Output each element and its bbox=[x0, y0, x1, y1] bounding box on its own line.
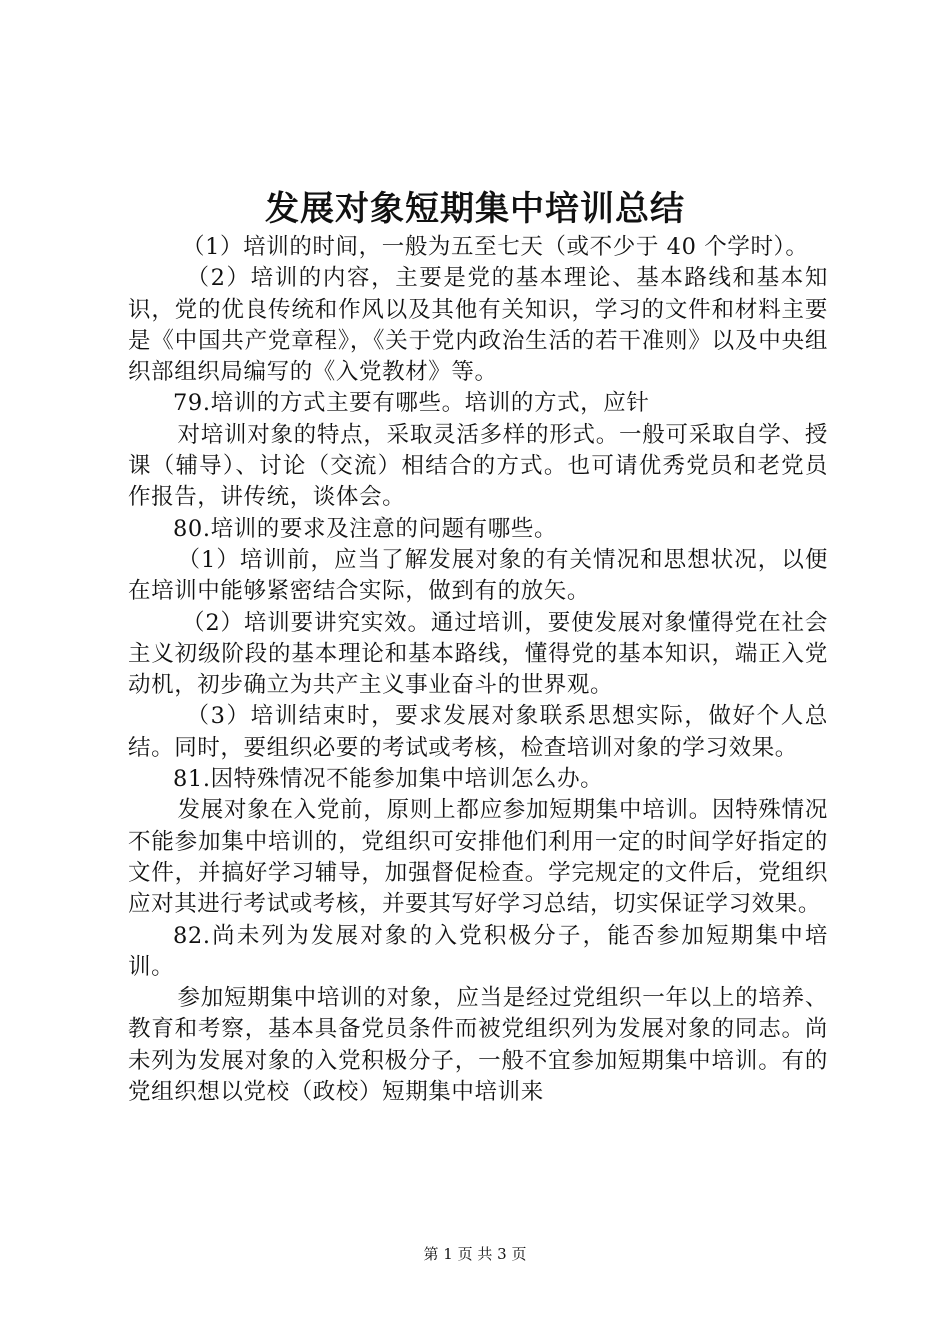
paragraph-q81-heading: 81.因特殊情况不能参加集中培训怎么办。 bbox=[173, 766, 604, 793]
paragraph-q80-heading: 80.培训的要求及注意的问题有哪些。 bbox=[173, 515, 558, 542]
document-body bbox=[128, 232, 828, 1108]
paragraph-q80-item-3: （3）培训结束时，要求发展对象联系思想实际，做好个人总结。同时，要组织必要的考试或考核，检查培训对象的学习效果。 bbox=[128, 703, 828, 761]
paragraph-q79-answer: 对培训对象的特点，采取灵活多样的形式。一般可采取自学、授课（辅导）、讨论（交流）相结合的方式。也可请优秀党员和老党员作报告，讲传统，谈体会。 bbox=[128, 421, 828, 511]
paragraph-q82-heading: 82.尚未列为发展对象的入党积极分子，能否参加短期集中培训。 bbox=[128, 922, 828, 980]
paragraph-q79-heading: 79.培训的方式主要有哪些。培训的方式，应针 bbox=[173, 390, 650, 417]
paragraph-q82-answer: 参加短期集中培训的对象，应当是经过党组织一年以上的培养、教育和考察，基本具备党员条件而被党组织列为发展对象的同志。尚未列为发展对象的入党积极分子，一般不宜参加短期集中培训。有的党组织想以党校（政校）短期集中培训来 bbox=[128, 985, 828, 1106]
paragraph-q80-item-2: （2）培训要讲究实效。通过培训，要使发展对象懂得党在社会主义初级阶段的基本理论和基本路线，懂得党的基本知识，端正入党动机，初步确立为共产主义事业奋斗的世界观。 bbox=[128, 609, 828, 699]
paragraph-training-time: （1）培训的时间，一般为五至七天（或不少于 40 个学时）。 bbox=[182, 234, 809, 260]
paragraph-q80-item-1: （1）培训前，应当了解发展对象的有关情况和思想状况，以便在培训中能够紧密结合实际，做到有的放矢。 bbox=[128, 546, 828, 605]
paragraph-q81-answer: 发展对象在入党前，原则上都应参加短期集中培训。因特殊情况不能参加集中培训的，党组织可安排他们利用一定的时间学好指定的文件，并搞好学习辅导，加强督促检查。学完规定的文件后，党组织应对其进行考试或考核，并要其写好学习总结，切实保证学习效果。 bbox=[128, 797, 828, 918]
page-number-footer: 第 1 页 共 3 页 bbox=[423, 1245, 527, 1263]
document-title: 发展对象短期集中培训总结 bbox=[265, 189, 685, 229]
paragraph-training-content: （2）培训的内容，主要是党的基本理论、基本路线和基本知识，党的优良传统和作风以及其他有关知识，学习的文件和材料主要是《中国共产党章程》，《关于党内政治生活的若干准则》以及中央组织部组织局编写的《入党教材》等。 bbox=[128, 265, 828, 386]
